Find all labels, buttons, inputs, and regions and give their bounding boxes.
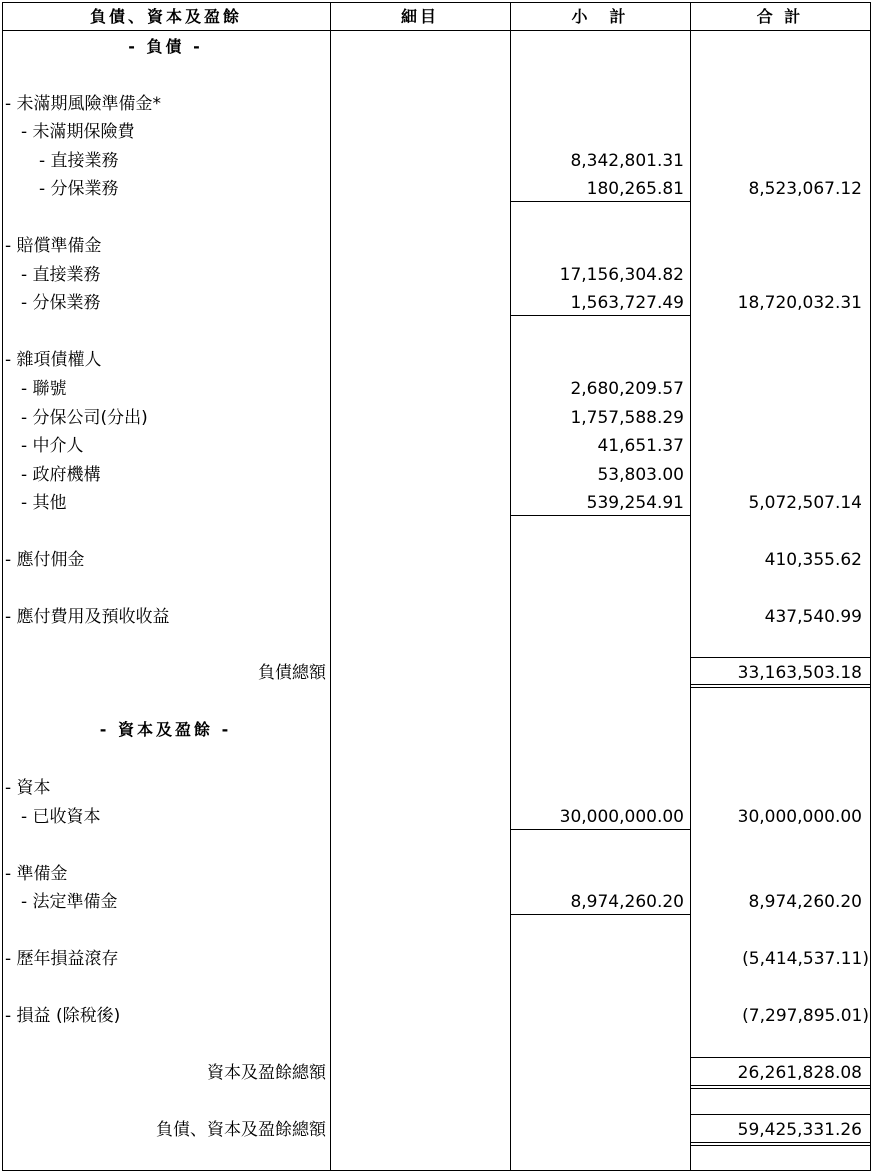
total-overline: [691, 657, 871, 658]
table-row: [0, 888, 875, 916]
table-row: [0, 1002, 875, 1030]
border-bottom: [2, 1170, 871, 1171]
subtotal-value: 53,803.00: [597, 465, 684, 485]
row-label: - 未滿期保險費: [21, 122, 135, 142]
row-label: - 準備金: [5, 864, 68, 884]
total-overline: [691, 1057, 871, 1058]
row-label: - 分保業務: [21, 293, 101, 313]
subtotal-value: 1,757,588.29: [570, 408, 684, 428]
total-value: 437,540.99: [764, 607, 862, 627]
table-row: [0, 261, 875, 289]
table-row: [0, 175, 875, 203]
total-value: 410,355.62: [764, 550, 862, 570]
row-label: - 雜項債權人: [5, 350, 102, 370]
section-title-capital: - 資本及盈餘 -: [99, 720, 232, 739]
subtotal-value: 2,680,209.57: [570, 379, 684, 399]
table-row: [0, 147, 875, 175]
table-row: [0, 346, 875, 374]
subtotal-value: 8,974,260.20: [570, 892, 684, 912]
row-label: - 分保業務: [39, 179, 119, 199]
double-underline-bottom: [691, 1088, 871, 1089]
table-row: [0, 90, 875, 118]
total-value: 5,072,507.14: [748, 493, 862, 513]
table-row: [0, 489, 875, 517]
row-label: - 直接業務: [39, 151, 119, 171]
subtotal-value: 539,254.91: [586, 493, 684, 513]
total-value: 8,523,067.12: [748, 179, 862, 199]
section-capital-row: [0, 716, 875, 744]
table-row: [0, 803, 875, 831]
header-subtotal: 小 計: [571, 7, 629, 26]
row-label: - 政府機構: [21, 465, 101, 485]
row-label: - 資本: [5, 778, 51, 798]
total-capital-value: 26,261,828.08: [737, 1063, 862, 1083]
table-row: [0, 232, 875, 260]
row-label: - 未滿期風險準備金*: [5, 94, 162, 114]
table-row: [0, 774, 875, 802]
total-capital-label: 資本及盈餘總額: [207, 1063, 326, 1083]
grand-total-label: 負債、資本及盈餘總額: [156, 1120, 326, 1140]
double-underline-bottom: [691, 687, 871, 688]
row-label: - 已收資本: [21, 807, 101, 827]
subtotal-value: 41,651.37: [597, 436, 684, 456]
subtotal-underline: [511, 829, 691, 830]
table-row: [0, 432, 875, 460]
total-capital-row: [0, 1059, 875, 1087]
subtotal-underline: [511, 201, 691, 202]
total-value: 18,720,032.31: [737, 293, 862, 313]
section-title-liabilities: - 負債 -: [128, 37, 203, 56]
subtotal-value: 30,000,000.00: [559, 807, 684, 827]
table-row: [0, 404, 875, 432]
subtotal-underline: [511, 914, 691, 915]
row-label: - 歷年損益滾存: [5, 949, 119, 969]
subtotal-underline: [511, 315, 691, 316]
table-row: [0, 461, 875, 489]
row-label: - 中介人: [21, 436, 84, 456]
row-label: - 聯號: [21, 379, 67, 399]
row-label: - 賠償準備金: [5, 236, 102, 256]
double-underline-bottom: [691, 1145, 871, 1146]
double-underline-top: [691, 684, 871, 685]
subtotal-value: 180,265.81: [586, 179, 684, 199]
total-liabilities-label: 負債總額: [258, 663, 326, 683]
table-row: [0, 375, 875, 403]
total-value: 30,000,000.00: [737, 807, 862, 827]
total-value: (7,297,895.01): [742, 1006, 869, 1026]
table-row: [0, 289, 875, 317]
header-detail: 細目: [400, 7, 439, 26]
table-row: [0, 945, 875, 973]
total-overline: [691, 1114, 871, 1115]
subtotal-underline: [511, 515, 691, 516]
table-row: [0, 546, 875, 574]
row-label: - 分保公司(分出): [21, 408, 148, 428]
grand-total-row: [0, 1116, 875, 1144]
double-underline-top: [691, 1085, 871, 1086]
total-liabilities-value: 33,163,503.18: [737, 663, 862, 683]
table-row: [0, 860, 875, 888]
row-label: - 應付佣金: [5, 550, 85, 570]
grand-total-value: 59,425,331.26: [737, 1120, 862, 1140]
table-row: [0, 118, 875, 146]
table-row: [0, 603, 875, 631]
subtotal-value: 17,156,304.82: [559, 265, 684, 285]
total-liabilities-row: [0, 659, 875, 687]
header-total: 合 計: [756, 7, 804, 26]
row-label: - 直接業務: [21, 265, 101, 285]
header-underline: [2, 30, 871, 31]
row-label: - 其他: [21, 493, 67, 513]
header-item: 負債、資本及盈餘: [89, 7, 242, 26]
row-label: - 應付費用及預收收益: [5, 607, 170, 627]
subtotal-value: 1,563,727.49: [570, 293, 684, 313]
total-value: (5,414,537.11): [742, 949, 869, 969]
section-liabilities-row: [0, 33, 875, 61]
double-underline-top: [691, 1142, 871, 1143]
total-value: 8,974,260.20: [748, 892, 862, 912]
subtotal-value: 8,342,801.31: [570, 151, 684, 171]
row-label: - 損益 (除稅後): [5, 1006, 121, 1026]
row-label: - 法定準備金: [21, 892, 118, 912]
